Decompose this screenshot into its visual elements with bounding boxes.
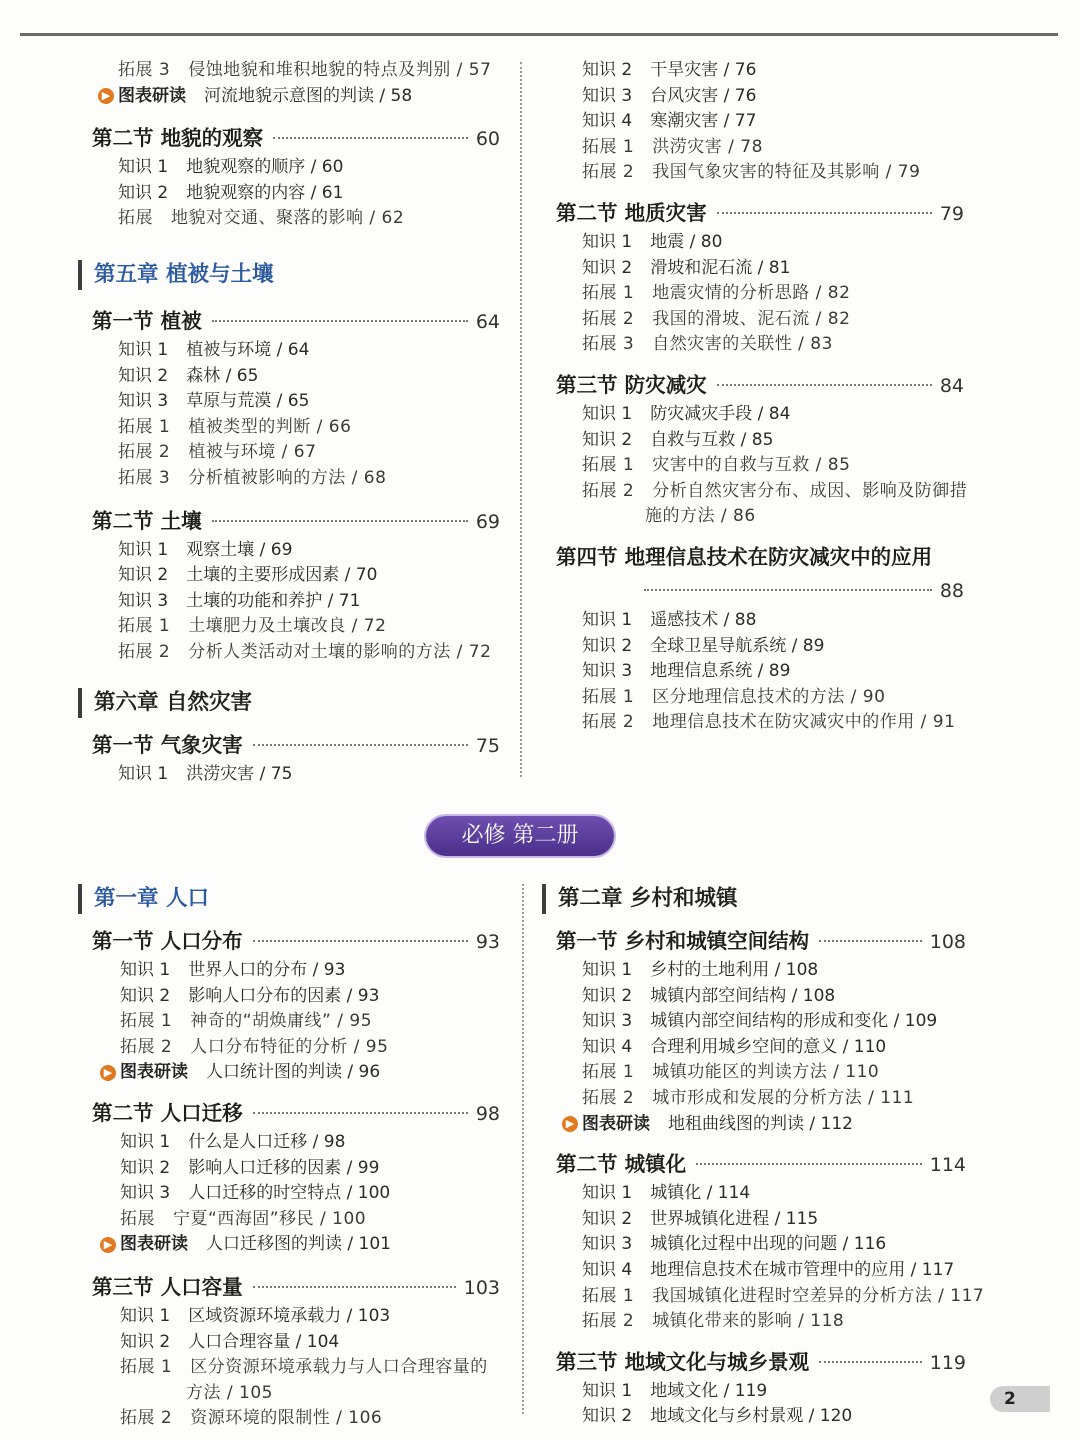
item-text: 土壤肥力及土壤改良 / 72	[188, 616, 387, 637]
list-item[interactable]	[92, 1355, 500, 1381]
item-text: 自救与互救 / 85	[650, 429, 774, 450]
item-tag: 知识 1	[582, 403, 633, 424]
item-text: 资源环境的限制性 / 106	[190, 1408, 383, 1429]
section-heading[interactable]	[92, 504, 500, 538]
item-text: 区域资源环境承载力 / 103	[188, 1305, 391, 1326]
item-tag: 知识 2	[118, 365, 169, 386]
list-item[interactable]	[556, 453, 964, 479]
item-tag: 知识 1	[582, 1183, 633, 1204]
item-tag: 知识 1	[120, 960, 171, 980]
leader-dots	[644, 589, 932, 591]
item-tag: 拓展 1	[120, 1011, 173, 1032]
section-title: 第二节 人口迁移	[92, 1100, 243, 1125]
section-title: 第二节 地质灾害	[556, 200, 707, 225]
item-text: 地貌观察的内容 / 61	[186, 182, 344, 203]
item-text: 分析自然灾害分布、成因、影响及防御措	[652, 480, 968, 501]
section-title: 第二节 地貌的观察	[92, 126, 264, 151]
section-heading[interactable]	[92, 121, 500, 155]
section-page: 75	[475, 734, 500, 757]
list-item[interactable]	[556, 1232, 966, 1258]
item-tag: 拓展 2	[120, 1036, 173, 1057]
list-item[interactable]	[556, 1284, 985, 1310]
list-item[interactable]	[556, 1035, 966, 1061]
list-item[interactable]	[556, 1207, 966, 1233]
chapter-heading[interactable]: 第二章 乡村和城镇	[542, 884, 966, 914]
list-item[interactable]	[556, 1258, 966, 1284]
list-item[interactable]	[556, 1060, 966, 1086]
item-text: 分析人类活动对土壤的影响的方法 / 72	[188, 641, 492, 662]
item-text: 世界人口的分布 / 93	[188, 960, 346, 980]
item-list	[92, 762, 500, 788]
item-text: 城镇功能区的判读方法 / 110	[652, 1062, 880, 1083]
list-item[interactable]	[556, 1309, 966, 1335]
item-text: 城镇化过程中出现的问题 / 116	[650, 1234, 887, 1255]
section-title: 第一节 植被	[92, 308, 202, 333]
item-tag: 拓展 2	[582, 712, 635, 733]
list-item[interactable]	[92, 58, 500, 84]
item-tag: 拓展 1	[582, 1062, 635, 1083]
list-item[interactable]	[92, 762, 500, 788]
item-text: 寒潮灾害 / 77	[650, 111, 757, 132]
list-item[interactable]	[556, 1009, 966, 1035]
chevron-right-icon: ▶	[562, 1116, 578, 1132]
item-tag: 拓展 2	[120, 1408, 173, 1429]
item-tag: 知识 2	[120, 985, 171, 1006]
leader-dots	[696, 1163, 922, 1165]
list-item[interactable]	[92, 1330, 500, 1356]
chevron-right-icon: ▶	[100, 1065, 116, 1081]
item-tag: 知识 2	[582, 1406, 633, 1427]
list-item[interactable]	[556, 710, 964, 736]
toc-column-upper-right	[556, 58, 968, 736]
list-item[interactable]	[556, 984, 966, 1010]
item-tag: 知识 2	[118, 565, 169, 586]
item-tag: 拓展 2	[118, 442, 171, 463]
list-item[interactable]	[92, 1304, 500, 1330]
item-tag: 拓展 3	[118, 60, 171, 80]
section-heading[interactable]	[556, 924, 966, 958]
list-item[interactable]	[92, 338, 500, 364]
item-text: 灾害中的自救与互救 / 85	[652, 455, 851, 476]
chart-reading-item[interactable]	[100, 1060, 500, 1086]
section-page: 119	[929, 1351, 966, 1374]
section-page: 103	[463, 1276, 500, 1299]
list-item[interactable]	[556, 84, 964, 110]
list-item[interactable]	[556, 1181, 966, 1207]
item-text: 观察土壤 / 69	[186, 539, 293, 560]
list-item[interactable]	[556, 608, 964, 634]
item-text: 全球卫星导航系统 / 89	[650, 635, 825, 656]
section-heading[interactable]	[556, 196, 964, 230]
section-page: 79	[939, 202, 964, 225]
list-item[interactable]	[92, 1207, 500, 1233]
item-text: 人口分布特征的分析 / 95	[190, 1036, 389, 1057]
list-item[interactable]	[92, 538, 500, 564]
list-item[interactable]	[556, 402, 964, 428]
item-tag: 拓展 1	[118, 416, 171, 437]
item-text: 宁夏“西海固”移民 / 100	[173, 1208, 367, 1229]
item-text: 影响人口迁移的因素 / 99	[188, 1157, 380, 1178]
section-page: 64	[475, 310, 500, 333]
list-item[interactable]	[556, 230, 964, 256]
chapter-heading[interactable]: 第六章 自然灾害	[78, 688, 500, 718]
section-heading[interactable]	[556, 368, 964, 402]
item-text: 植被与环境 / 64	[186, 339, 310, 360]
toc-column-upper-left	[92, 58, 500, 787]
item-tag: 知识 1	[120, 1131, 171, 1152]
item-text: 洪涝灾害 / 78	[652, 136, 763, 157]
item-text: 滑坡和泥石流 / 81	[650, 257, 791, 278]
chevron-right-icon: ▶	[98, 88, 114, 104]
list-item[interactable]	[92, 563, 500, 589]
item-text: 地理信息系统 / 89	[650, 661, 791, 682]
list-item[interactable]	[556, 1086, 966, 1112]
item-text: 土壤的功能和养护 / 71	[186, 590, 361, 611]
list-item[interactable]	[92, 181, 500, 207]
item-text: 合理利用城乡空间的意义 / 110	[650, 1036, 887, 1057]
list-item[interactable]	[92, 1009, 500, 1035]
leader-dots	[273, 137, 468, 139]
chart-reading-item[interactable]	[98, 84, 500, 110]
item-text: 地貌观察的顺序 / 60	[186, 157, 344, 178]
item-tag: 拓展 2	[582, 308, 635, 329]
section-title: 第三节 防灾减灾	[556, 372, 707, 397]
item-tag: 知识 1	[118, 763, 169, 784]
section-page: 114	[929, 1154, 966, 1177]
item-text: 城镇化带来的影响 / 118	[652, 1311, 845, 1332]
list-item[interactable]	[556, 958, 966, 984]
list-item[interactable]	[92, 389, 500, 415]
leader-dots	[819, 1361, 922, 1363]
item-tag: 拓展	[120, 1208, 155, 1229]
section-title: 第三节 地域文化与城乡景观	[556, 1349, 810, 1374]
list-item[interactable]	[92, 1406, 500, 1432]
list-item[interactable]	[556, 634, 964, 660]
list-item[interactable]	[92, 958, 500, 984]
chapter-heading[interactable]: 第五章 植被与土壤	[78, 260, 500, 290]
section-page-line	[556, 574, 964, 608]
item-tag: 知识 4	[582, 1259, 633, 1280]
item-list	[92, 155, 500, 232]
toc-column-lower-left	[92, 884, 500, 1432]
page-number: 2	[990, 1386, 1050, 1412]
list-item[interactable]	[92, 466, 500, 492]
item-tag: 拓展 1	[582, 1285, 635, 1306]
section-heading[interactable]	[92, 1096, 500, 1130]
item-text: 地貌对交通、聚落的影响 / 62	[171, 208, 405, 229]
list-item[interactable]	[556, 135, 964, 161]
item-tag: 知识 3	[118, 590, 169, 611]
item-tag: 知识 1	[582, 960, 633, 980]
toc-column-lower-right	[556, 884, 985, 1430]
list-item[interactable]	[92, 1130, 500, 1156]
item-text: 城镇内部空间结构 / 108	[650, 985, 836, 1006]
item-list	[556, 1181, 985, 1335]
item-text: 城镇化 / 114	[650, 1183, 751, 1204]
list-item[interactable]	[556, 428, 964, 454]
item-text: 人口迁移的时空特点 / 100	[188, 1183, 391, 1204]
list-item[interactable]	[556, 332, 964, 358]
item-tag: 知识 2	[582, 257, 633, 278]
item-tag: 拓展 2	[582, 1311, 635, 1332]
item-tag: 知识 3	[118, 391, 169, 412]
list	[92, 58, 500, 84]
item-list	[556, 58, 964, 186]
item-text: 台风灾害 / 76	[650, 85, 757, 106]
leader-dots	[253, 744, 468, 746]
list-item[interactable]	[556, 479, 968, 505]
list-item[interactable]	[92, 589, 500, 615]
list-item[interactable]	[556, 307, 964, 333]
list-item[interactable]	[92, 1156, 500, 1182]
section-heading[interactable]	[92, 728, 500, 762]
list-item[interactable]	[556, 160, 964, 186]
item-tag: 知识 2	[120, 1331, 171, 1352]
section-page: 84	[939, 374, 964, 397]
item-list	[92, 1406, 500, 1432]
leader-dots	[819, 940, 922, 942]
section-page: 108	[929, 931, 966, 953]
chart-reading-label: 图表研读	[582, 1113, 650, 1134]
list-item[interactable]	[92, 155, 500, 181]
item-text: 我国城镇化进程时空差异的分析方法 / 117	[652, 1285, 985, 1306]
top-rule	[20, 33, 1058, 36]
item-text: 分析植被影响的方法 / 68	[188, 467, 387, 488]
item-tag: 知识 2	[582, 1208, 633, 1229]
item-text: 人口合理容量 / 104	[188, 1331, 340, 1352]
list-item-continuation[interactable]: 施的方法 / 86	[645, 506, 756, 527]
column-divider	[520, 62, 522, 777]
item-text: 侵蚀地貌和堆积地貌的特点及判别 / 57	[188, 60, 492, 80]
list-item[interactable]	[92, 415, 500, 441]
item-tag: 知识 3	[582, 1234, 633, 1255]
item-tag: 知识 1	[120, 1305, 171, 1326]
leader-dots	[717, 384, 932, 386]
list-item[interactable]	[92, 1181, 500, 1207]
item-list	[556, 230, 964, 358]
section-title: 第四节 地理信息技术在防灾减灾中的应用	[556, 544, 933, 569]
item-tag: 拓展 1	[582, 686, 635, 707]
item-text: 洪涝灾害 / 75	[186, 763, 293, 784]
list-item[interactable]	[92, 640, 500, 666]
chevron-right-icon: ▶	[100, 1237, 116, 1253]
item-text: 自然灾害的关联性 / 83	[652, 334, 833, 355]
item-text: 什么是人口迁移 / 98	[188, 1131, 346, 1152]
item-text: 影响人口分布的因素 / 93	[188, 985, 380, 1006]
list-item[interactable]	[556, 109, 964, 135]
item-text: 地理信息技术在防灾减灾中的作用 / 91	[652, 712, 956, 733]
item-tag: 拓展 2	[582, 480, 635, 501]
item-tag: 拓展 1	[582, 136, 635, 157]
section-page: 88	[939, 579, 964, 602]
list-item[interactable]	[556, 685, 964, 711]
section-heading[interactable]	[556, 1147, 966, 1181]
item-text: 草原与荒漠 / 65	[186, 391, 310, 412]
section-heading[interactable]	[556, 1345, 966, 1379]
chart-reading-text: 地租曲线图的判读 / 112	[668, 1113, 853, 1134]
item-text: 我国的滑坡、泥石流 / 82	[652, 308, 851, 329]
chart-reading-text: 人口迁移图的判读 / 101	[206, 1234, 391, 1255]
leader-dots	[253, 1112, 468, 1114]
list-item[interactable]	[92, 364, 500, 390]
leader-dots	[212, 520, 468, 522]
section-heading[interactable]	[92, 1270, 500, 1304]
item-text: 土壤的主要形成因素 / 70	[186, 565, 378, 586]
item-text: 世界城镇化进程 / 115	[650, 1208, 819, 1229]
list-item[interactable]	[92, 984, 500, 1010]
item-tag: 知识 2	[118, 182, 169, 203]
list-item[interactable]	[556, 256, 964, 282]
item-tag: 拓展 3	[582, 334, 635, 355]
leader-dots	[253, 1286, 456, 1288]
item-text: 防灾减灾手段 / 84	[650, 403, 791, 424]
item-text: 区分资源环境承载力与人口合理容量的	[190, 1357, 488, 1378]
item-text: 植被与环境 / 67	[188, 442, 317, 463]
item-text: 城市形成和发展的分析方法 / 111	[652, 1087, 915, 1108]
item-tag: 知识 3	[582, 661, 633, 682]
item-list	[556, 402, 968, 504]
item-list	[556, 958, 966, 1112]
item-list	[556, 1379, 966, 1430]
item-text: 地理信息技术在城市管理中的应用 / 117	[650, 1259, 955, 1280]
section-title: 第一节 气象灾害	[92, 732, 243, 757]
item-tag: 知识 1	[118, 339, 169, 360]
section-heading[interactable]	[92, 924, 500, 958]
section-title: 第三节 人口容量	[92, 1274, 243, 1299]
item-tag: 拓展 2	[582, 162, 635, 183]
item-tag: 拓展 2	[582, 1087, 635, 1108]
section-page: 60	[475, 128, 500, 151]
item-tag: 知识 2	[582, 635, 633, 656]
item-tag: 拓展 1	[120, 1357, 173, 1378]
section-title: 第二节 土壤	[92, 508, 202, 533]
item-text: 地震灾情的分析思路 / 82	[652, 283, 851, 304]
item-tag: 知识 3	[582, 85, 633, 106]
item-text: 植被类型的判断 / 66	[188, 416, 352, 437]
item-tag: 知识 2	[582, 60, 633, 80]
item-text: 遥感技术 / 88	[650, 609, 757, 630]
item-tag: 知识 1	[118, 539, 169, 560]
list-item[interactable]	[556, 1379, 966, 1405]
item-list	[92, 958, 500, 1060]
section-page: 98	[475, 1102, 500, 1125]
section-title: 第一节 人口分布	[92, 929, 243, 953]
list-item[interactable]	[92, 1035, 500, 1061]
list-item[interactable]	[92, 440, 500, 466]
item-list	[92, 1130, 500, 1232]
item-tag: 拓展 3	[118, 467, 171, 488]
item-text: 区分地理信息技术的方法 / 90	[652, 686, 886, 707]
section-title: 第一节 乡村和城镇空间结构	[556, 929, 810, 953]
item-tag: 知识 2	[120, 1157, 171, 1178]
chart-reading-label: 图表研读	[120, 1234, 188, 1255]
section-heading[interactable]	[92, 304, 500, 338]
item-tag: 知识 3	[582, 1011, 633, 1032]
item-tag: 拓展 1	[582, 283, 635, 304]
item-text: 乡村的土地利用 / 108	[650, 960, 819, 980]
item-text: 城镇内部空间结构的形成和变化 / 109	[650, 1011, 938, 1032]
item-tag: 拓展 1	[118, 616, 171, 637]
list-item[interactable]	[556, 58, 964, 84]
chart-reading-item[interactable]	[100, 1232, 500, 1258]
item-text: 我国气象灾害的特征及其影响 / 79	[652, 162, 921, 183]
item-tag: 知识 1	[582, 1380, 633, 1401]
leader-dots	[717, 212, 932, 214]
chart-reading-label: 图表研读	[118, 85, 186, 106]
section-title: 第二节 城镇化	[556, 1152, 687, 1177]
item-list	[556, 608, 964, 736]
item-tag: 知识 1	[118, 157, 169, 178]
column-divider	[522, 884, 524, 1414]
leader-dots	[212, 320, 468, 322]
item-tag: 知识 3	[120, 1183, 171, 1204]
volume-banner: 必修 第二册	[426, 816, 614, 856]
chart-reading-label: 图表研读	[120, 1062, 188, 1083]
chart-reading-item[interactable]	[562, 1112, 966, 1138]
list-item[interactable]	[92, 206, 500, 232]
section-page: 69	[475, 510, 500, 533]
item-tag: 知识 4	[582, 1036, 633, 1057]
chapter-heading[interactable]: 第一章 人口	[78, 884, 500, 914]
item-tag: 拓展 2	[118, 641, 171, 662]
list-item-continuation[interactable]: 方法 / 105	[186, 1382, 273, 1403]
item-list	[92, 538, 500, 666]
item-list	[92, 1304, 500, 1381]
item-tag: 知识 4	[582, 111, 633, 132]
item-tag: 知识 1	[582, 609, 633, 630]
section-heading[interactable]	[556, 540, 964, 574]
leader-dots	[253, 940, 468, 942]
chart-reading-text: 河流地貌示意图的判读 / 58	[204, 85, 413, 106]
item-tag: 知识 2	[582, 429, 633, 450]
item-text: 神奇的“胡焕庸线” / 95	[190, 1011, 373, 1032]
item-text: 森林 / 65	[186, 365, 259, 386]
list-item[interactable]	[556, 1404, 966, 1430]
section-page: 93	[475, 931, 500, 953]
list-item[interactable]	[556, 659, 964, 685]
list-item[interactable]	[556, 281, 964, 307]
item-text: 地域文化与乡村景观 / 120	[650, 1406, 853, 1427]
item-list	[92, 338, 500, 492]
list-item[interactable]	[92, 614, 500, 640]
item-tag: 拓展	[118, 208, 153, 229]
item-text: 地域文化 / 119	[650, 1380, 768, 1401]
item-text: 干旱灾害 / 76	[650, 60, 757, 80]
item-tag: 知识 2	[582, 985, 633, 1006]
item-text: 地震 / 80	[650, 231, 723, 252]
chart-reading-text: 人口统计图的判读 / 96	[206, 1062, 381, 1083]
item-tag: 拓展 1	[582, 455, 635, 476]
item-tag: 知识 1	[582, 231, 633, 252]
